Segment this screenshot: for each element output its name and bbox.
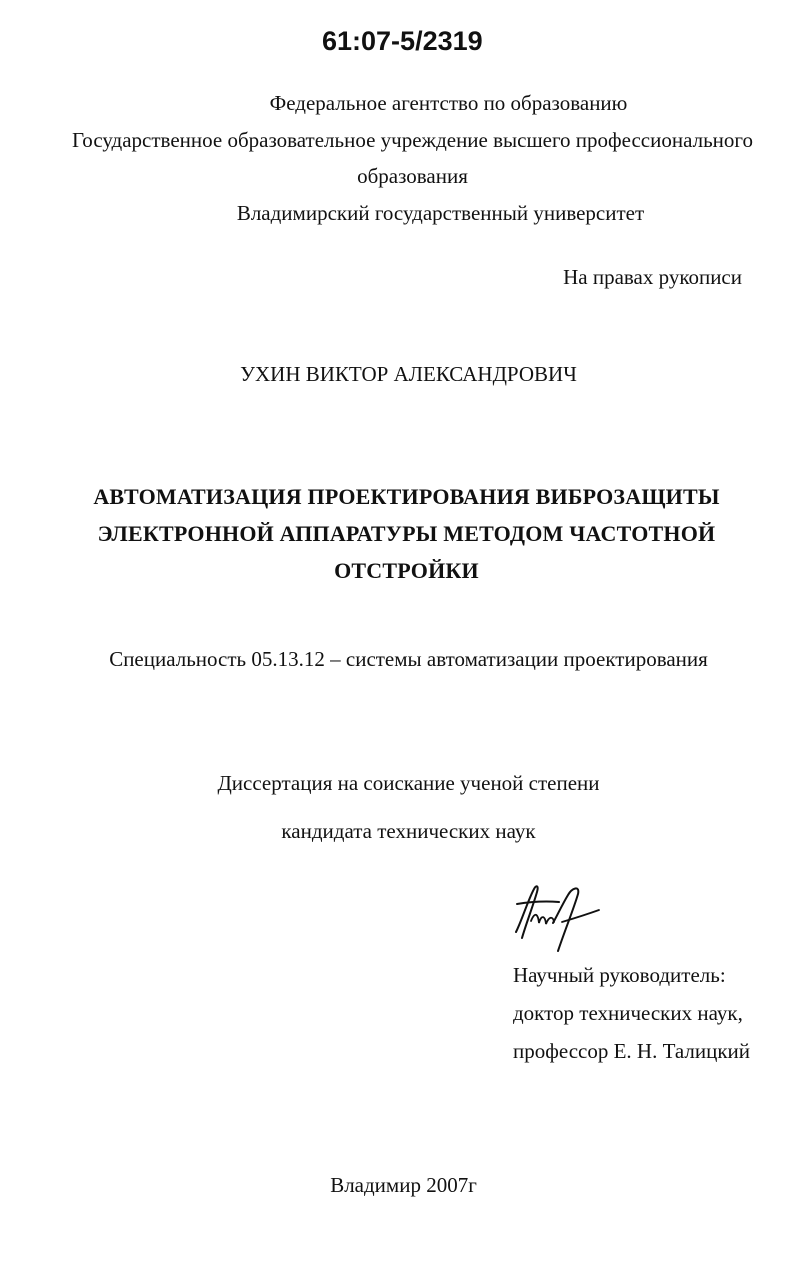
institution-line-1: Государственное образовательное учреждение высшего профессионального xyxy=(72,128,753,152)
manuscript-rights: На правах рукописи xyxy=(563,265,742,289)
dissertation-line-1: Диссертация на соискание ученой степени xyxy=(217,771,600,795)
dissertation-line-2: кандидата технических наук xyxy=(281,819,536,843)
agency-name: Федеральное агентство по образованию xyxy=(269,91,628,115)
registry-stamp: 61:07-5/2319 xyxy=(322,26,483,56)
city-year: Владимир 2007г xyxy=(330,1173,477,1197)
institution-line-2: образования xyxy=(357,164,468,188)
university-name: Владимирский государственный университет xyxy=(236,201,645,225)
supervisor-label: Научный руководитель: xyxy=(513,963,726,987)
thesis-title-line-1: АВТОМАТИЗАЦИЯ ПРОЕКТИРОВАНИЯ ВИБРОЗАЩИТЫ xyxy=(93,484,720,509)
thesis-title-line-2: ЭЛЕКТРОННОЙ АППАРАТУРЫ МЕТОДОМ ЧАСТОТНОЙ xyxy=(97,521,716,546)
signature-icon xyxy=(508,872,608,967)
thesis-title-line-3: ОТСТРОЙКИ xyxy=(334,558,479,583)
specialty-line: Специальность 05.13.12 – системы автоматизации проектирования xyxy=(109,647,708,671)
supervisor-degree: доктор технических наук, xyxy=(513,1001,743,1025)
supervisor-name: профессор Е. Н. Талицкий xyxy=(513,1039,751,1063)
author-name: УХИН ВИКТОР АЛЕКСАНДРОВИЧ xyxy=(240,362,577,386)
